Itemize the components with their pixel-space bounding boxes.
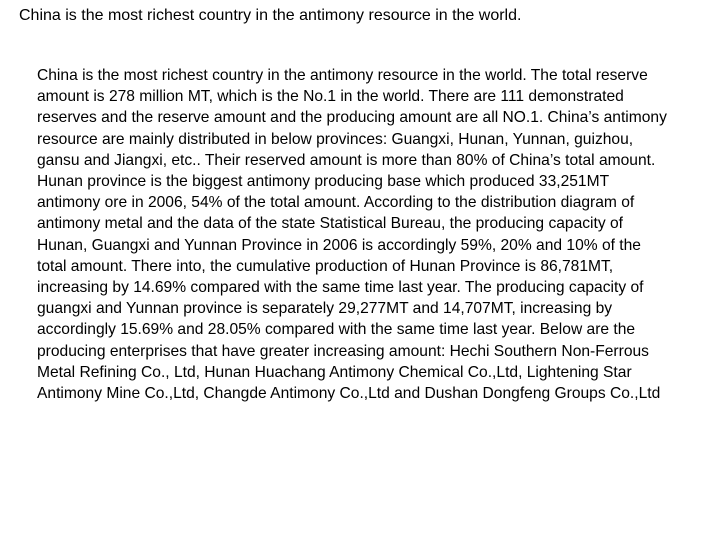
slide-title: China is the most richest country in the antimony resource in the world. — [19, 7, 522, 24]
body-paragraph: China is the most richest country in the antimony resource in the world. The total reserve amount is 278 million MT, which is the No.1 in the world. There are 111 demonstrated reserves and the reserve amount and the producing amount are all NO.1. China’s antimony resource are mainly distributed in below provinces: Guangxi, Hunan, Yunnan, guizhou, gansu and Jiangxi, etc.. Their reserved amount is more than 80% of China’s total amount. Hunan province is the biggest antimony producing base which produced 33,251MT antimony ore in 2006, 54% of the total amount. According to the distribution diagram of antimony metal and the data of the state Statistical Bureau, the producing capacity of Hunan, Guangxi and Yunnan Province in 2006 is accordingly 59%, 20% and 10% of the total amount. There into, the cumulative production of Hunan Province is 86,781MT, increasing by 14.69% compared with the same time last year. The producing capacity of guangxi and Yunnan province is separately 29,277MT and 14,707MT, increasing by accordingly 15.69% and 28.05% compared with the same time last year. Below are the producing enterprises that have greater increasing amount: Hechi Southern Non-Ferrous Metal Refining Co., Ltd, Hunan Huachang Antimony Chemical Co.,Ltd, Lightening Star Antimony Mine Co.,Ltd, Changde Antimony Co.,Ltd and Dushan Dongfeng Groups Co.,Ltd — [37, 67, 667, 403]
